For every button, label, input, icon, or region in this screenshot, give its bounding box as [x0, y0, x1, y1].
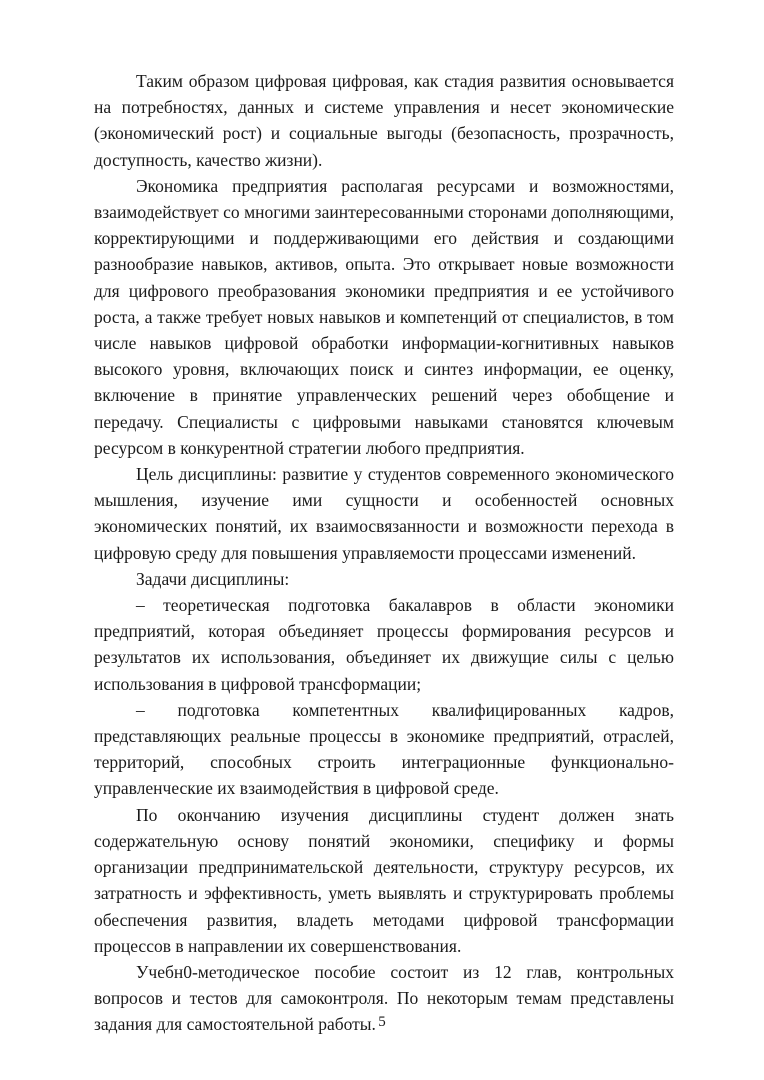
body-text: [94, 68, 674, 1038]
paragraph-task-personnel: – подготовка компетентных квалифицированных кадров, представляющих реальные процессы в экономике предприятий, отраслей, территорий, способных строить интеграционные функционально-управленческие их взаимодействия в цифровой среде.: [94, 699, 674, 799]
paragraph-enterprise-economy: Экономика предприятия располагая ресурсами и возможностями, взаимодействует со многими заинтересованными сторонами дополняющими, корректирующими и поддерживающими его действия и создающими разнообразие навыков, активов, опыта. Это открывает новые возможности для цифрового преобразования экономики предприятия и ее устойчивого роста, а также требует новых навыков и компетенций от специалистов, в том числе навыков цифровой обработки информации-когнитивных навыков высокого уровня, включающих поиск и синтез информации, ее оценку, включение в принятие управленческих решений через обобщение и передачу. Специалисты с цифровыми навыками становятся ключевым ресурсом в конкурентной стратегии любого предприятия.: [94, 175, 674, 458]
paragraph-course-tasks-heading: Задачи дисциплины:: [136, 568, 290, 589]
page-number: 5: [378, 1014, 386, 1030]
paragraph-course-goal: Цель дисциплины: развитие у студентов современного экономического мышления, изучение ими сущности и особенностей основных экономических понятий, их взаимосвязанности и возможности перехода в цифровую среду для повышения управляемости процессами изменений.: [94, 464, 674, 563]
paragraph-manual-structure: Учебн0-методическое пособие состоит из 12 глав, контрольных вопросов и тестов для самоконтроля. По некоторым темам представлены задания для самостоятельной работы.: [94, 961, 674, 1035]
paragraph-conclusion: Таким образом цифровая цифровая, как стадия развития основывается на потребностях, данных и системе управления и несет экономические (экономический рост) и социальные выгоды (безопасность, прозрачность, доступность, качество жизни).: [94, 71, 674, 170]
paragraph-task-theoretical: – теоретическая подготовка бакалавров в области экономики предприятий, которая объединяет процессы формирования ресурсов и результатов их использования, объединяет их движущие силы с целью использования в цифровой трансформации;: [94, 595, 674, 694]
paragraph-learning-outcomes: По окончанию изучения дисциплины студент должен знать содержательную основу понятий экономики, специфику и формы организации предпринимательской деятельности, структуру ресурсов, их затратность и эффективность, уметь выявлять и структурировать проблемы обеспечения развития, владеть методами цифровой трансформации процессов в направлении их совершенствования.: [94, 804, 674, 956]
